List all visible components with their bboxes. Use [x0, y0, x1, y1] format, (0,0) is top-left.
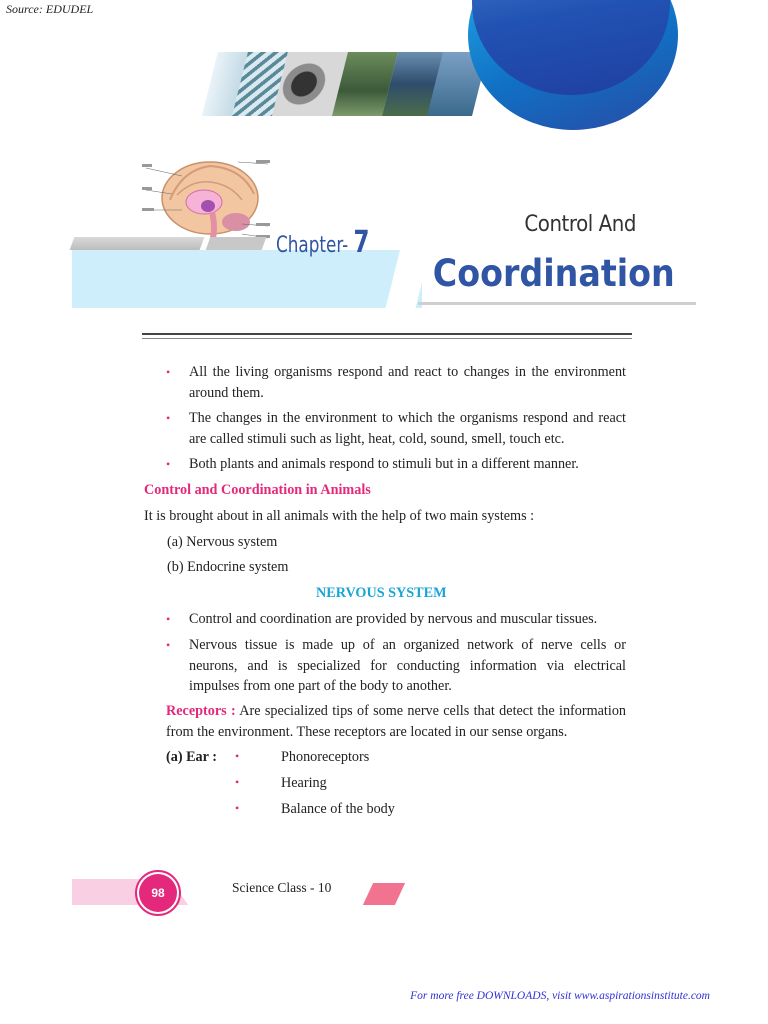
bullet-icon: •	[166, 457, 171, 471]
page-number: 98	[139, 874, 177, 912]
receptors-paragraph: Receptors : Are specialized tips of some nerve cells that detect the information from the environment. These receptors are located in our sense organs.	[166, 703, 627, 740]
ear-item: Hearing	[281, 775, 327, 791]
header-photo-strip	[202, 52, 488, 116]
divider	[142, 338, 632, 339]
intro-bullet: • Both plants and animals respond to stimuli but in a different manner.	[166, 454, 626, 476]
footer-pink-marker	[363, 883, 405, 905]
book-title: Science Class - 10	[232, 880, 332, 895]
system-item: (b) Endocrine system	[167, 559, 289, 575]
nervous-bullet: • Control and coordination are provided by nervous and muscular tissues.	[166, 609, 626, 631]
bullet-icon: •	[235, 749, 240, 763]
chapter-label: Chapter- 7	[276, 225, 370, 260]
bullet-icon: •	[166, 365, 171, 379]
bullet-icon: •	[235, 801, 240, 815]
ear-item: Phonoreceptors	[281, 749, 370, 765]
header-light-band	[72, 250, 422, 308]
header-gray-bar	[70, 237, 205, 250]
section-intro: It is brought about in all animals with the help of two main systems :	[144, 508, 535, 524]
nervous-bullet: • Nervous tissue is made up of an organized network of nerve cells or neurons, and is specialized for conducting information via electrical impulses from one part of the body to another.	[166, 637, 626, 694]
downloads-link[interactable]: For more free DOWNLOADS, visit www.aspirationsinstitute.com	[410, 990, 710, 1002]
bullet-icon: •	[235, 775, 240, 789]
intro-bullet: • All the living organisms respond and react to changes in the environment around them.	[166, 364, 626, 401]
ear-label: (a) Ear :	[166, 749, 217, 765]
intro-bullet: • The changes in the environment to which the organisms respond and react are called stimuli such as light, heat, cold, sound, smell, touch etc.	[166, 410, 626, 447]
ear-item: Balance of the body	[281, 801, 395, 817]
chapter-title-line1: Control And	[524, 212, 636, 237]
chapter-title-line2: Coordination	[432, 252, 675, 295]
bullet-icon: •	[166, 612, 171, 626]
receptors-label: Receptors :	[166, 703, 236, 719]
title-underline	[418, 302, 696, 305]
bullet-icon: •	[166, 411, 171, 425]
section-heading: Control and Coordination in Animals	[144, 482, 371, 498]
nervous-system-heading: NERVOUS SYSTEM	[316, 585, 447, 601]
system-item: (a) Nervous system	[167, 534, 278, 550]
bullet-icon: •	[166, 638, 171, 652]
header-gray-bar-small	[228, 237, 267, 250]
chapter-number: 7	[353, 225, 370, 260]
divider	[142, 333, 632, 335]
brain-illustration	[142, 150, 272, 250]
source-note: Source: EDUDEL	[6, 2, 94, 16]
